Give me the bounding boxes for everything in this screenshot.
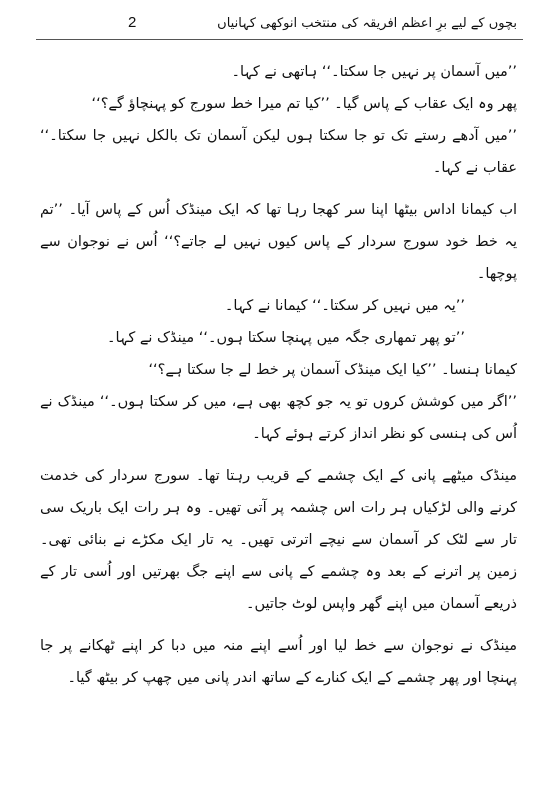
paragraph: ’’تو پھر تمھاری جگہ میں پہنچا سکتا ہوں۔‘‘ مینڈک نے کہا۔ xyxy=(106,330,465,346)
paragraph: ’’یہ میں نہیں کر سکتا۔‘‘ کیمانا نے کہا۔ xyxy=(224,298,465,314)
story-text xyxy=(40,56,517,694)
paragraph: ’’میں آدھے رستے تک تو جا سکتا ہوں لیکن آسمان تک بالکل نہیں جا سکتا۔‘‘ عقاب نے کہا۔ xyxy=(40,128,517,176)
paragraph: مینڈک میٹھے پانی کے ایک چشمے کے قریب رہتا تھا۔ سورج سردار کی خدمت کرنے والی لڑکیاں ہر رات اس چشمہ پر آتی تھیں۔ وہ ہر رات ایک باریک سی تار سے لٹک کر آسمان سے نیچے اترتی تھیں۔ یہ تار ایک مکڑے نے بنائی تھی۔ زمین پر اترنے کے بعد وہ چشمے کے پانی سے اپنے جگ بھرتیں اور اُسی تار کے ذریعے آسمان میں اپنے گھر واپس لوٹ جاتیں۔ xyxy=(40,468,517,612)
paragraph: مینڈک نے نوجوان سے خط لیا اور اُسے اپنے منہ میں دبا کر اپنے ٹھکانے پر جا پہنچا اور پھر چشمے کے ایک کنارے کے ساتھ اندر پانی میں چھپ کر بیٹھ گیا۔ xyxy=(40,638,517,686)
paragraph: ’’اگر میں کوشش کروں تو یہ جو کچھ بھی ہے، میں کر سکتا ہوں۔‘‘ مینڈک نے اُس کی ہنسی کو نظر انداز کرتے ہوئے کہا۔ xyxy=(40,394,517,442)
paragraph: پھر وہ ایک عقاب کے پاس گیا۔ ’’کیا تم میرا خط سورج کو پہنچاؤ گے؟‘‘ xyxy=(91,96,517,112)
page-number: 2 xyxy=(128,14,137,31)
paragraph: ’’میں آسمان پر نہیں جا سکتا۔‘‘ ہاتھی نے کہا۔ xyxy=(231,64,517,80)
paragraph: کیمانا ہنسا۔ ’’کیا ایک مینڈک آسمان پر خط لے جا سکتا ہے؟‘‘ xyxy=(148,362,517,378)
book-title: بچوں کے لیے برِ اعظم افریقہ کی منتخب انوکھی کہانیاں xyxy=(217,16,517,31)
header-divider xyxy=(36,39,523,40)
page-header xyxy=(36,10,523,40)
paragraph: اب کیمانا اداس بیٹھا اپنا سر کھجا رہا تھا کہ ایک مینڈک اُس کے پاس آیا۔ ’’تم یہ خط خود سورج سردار کے پاس کیوں نہیں لے جاتے؟‘‘ اُس نے نوجوان سے پوچھا۔ xyxy=(40,202,517,282)
